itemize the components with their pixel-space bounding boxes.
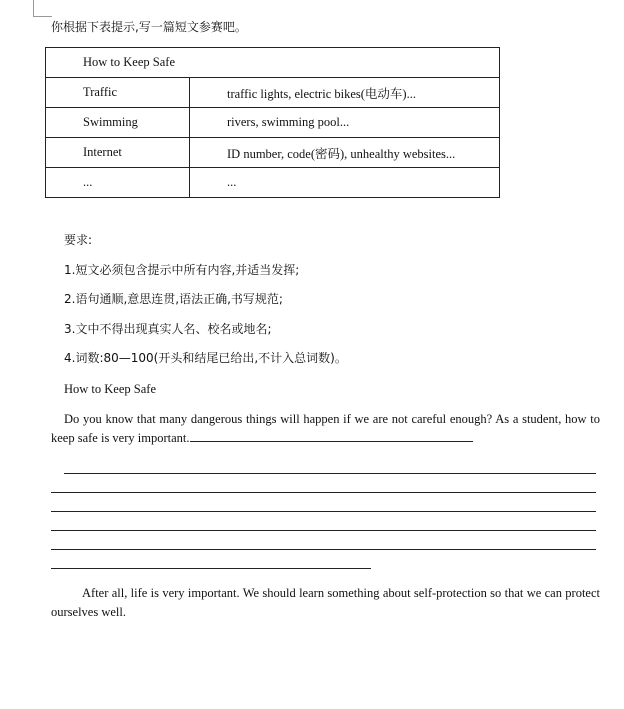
table-title-row — [46, 48, 500, 78]
table-row — [46, 108, 500, 138]
writing-line[interactable] — [51, 492, 596, 493]
writing-line[interactable] — [51, 511, 596, 512]
essay-closing-paragraph: After all, life is very important. We should learn something about self-protection so that we can protect ourselves well. — [51, 586, 600, 619]
requirement-item: 1.短文必须包含提示中所有内容,并适当发挥; — [64, 263, 300, 277]
instruction-text: 你根据下表提示,写一篇短文参赛吧。 — [51, 20, 247, 34]
hints-table — [45, 47, 500, 198]
table-title: How to Keep Safe — [46, 48, 500, 78]
table-cell-topic: Internet — [46, 138, 190, 168]
page-corner-mark — [33, 0, 52, 17]
table-cell-topic: ... — [46, 168, 190, 198]
requirement-item: 4.词数:80—100(开头和结尾已给出,不计入总词数)。 — [64, 351, 347, 365]
requirement-item: 3.文中不得出现真实人名、校名或地名; — [64, 322, 272, 336]
writing-line[interactable] — [64, 473, 596, 474]
requirement-item: 2.语句通顺,意思连贯,语法正确,书写规范; — [64, 292, 283, 306]
table-row — [46, 168, 500, 198]
table-row — [46, 78, 500, 108]
writing-line[interactable] — [51, 530, 596, 531]
table-row — [46, 138, 500, 168]
table-cell-hints: traffic lights, electric bikes(电动车)... — [190, 78, 500, 108]
essay-title: How to Keep Safe — [64, 382, 156, 396]
table-cell-hints: rivers, swimming pool... — [190, 108, 500, 138]
table-cell-topic: Swimming — [46, 108, 190, 138]
table-cell-hints: ID number, code(密码), unhealthy websites... — [190, 138, 500, 168]
answer-blank[interactable] — [190, 429, 473, 442]
writing-line[interactable] — [51, 549, 596, 550]
table-cell-topic: Traffic — [46, 78, 190, 108]
writing-line[interactable] — [51, 568, 371, 569]
requirements-heading: 要求: — [64, 233, 93, 247]
table-cell-hints: ... — [190, 168, 500, 198]
essay-opening-paragraph — [51, 410, 600, 448]
essay-opening-text: Do you know that many dangerous things will happen if we are not careful enough? As a student, how to keep safe is very important. — [51, 412, 600, 445]
